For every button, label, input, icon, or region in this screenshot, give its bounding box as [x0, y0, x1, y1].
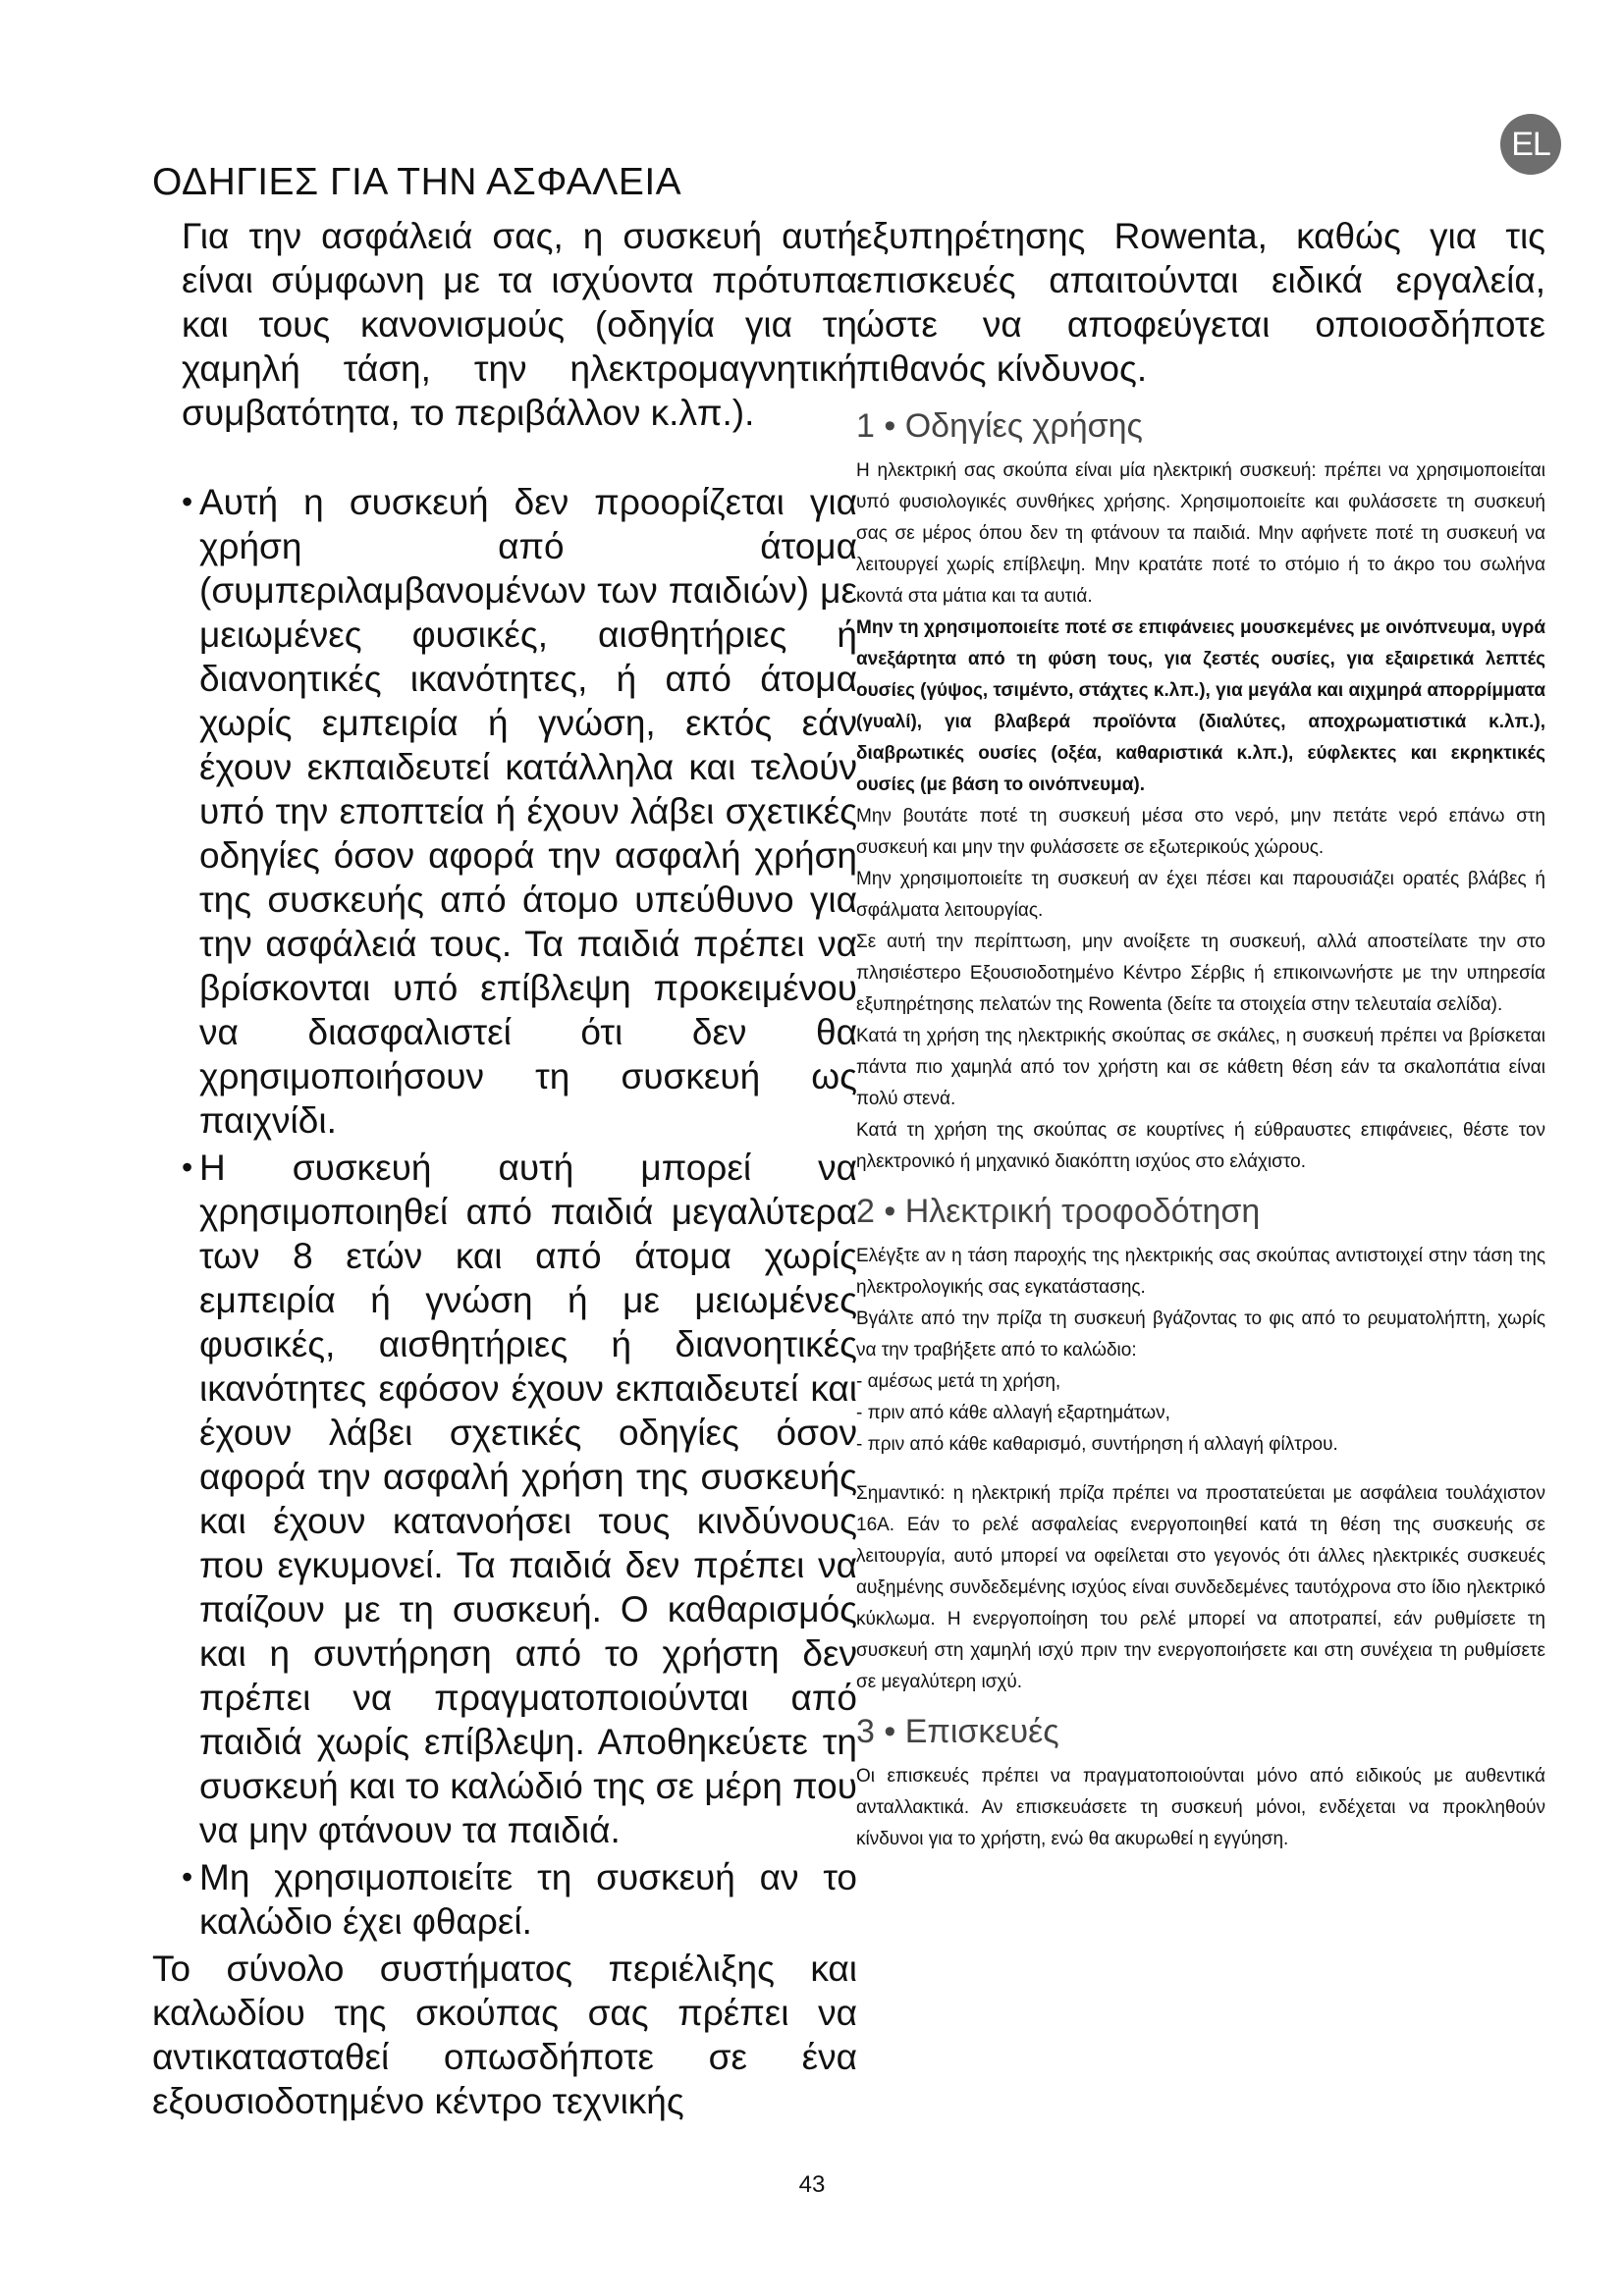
usage-paragraph: Μην βουτάτε ποτέ τη συσκευή μέσα στο νερό, μην πετάτε νερό επάνω στη συσκευή και μην την φυλάσσετε σε εξωτερικούς χώρους.: [856, 806, 1545, 858]
page-number: 43: [798, 2171, 826, 2198]
usage-paragraph: Η ηλεκτρική σας σκούπα είναι μία ηλεκτρική συσκευή: πρέπει να χρησιμοποιείται υπό φυσιολογικές συνθήκες χρήσης. Χρησιμοποιείτε και φυλάσσετε τη συσκευή σας σε μέρος όπου δεν τη φτάνουν τα παιδιά. Μην αφήνετε ποτέ τη συσκευή να λειτουργεί χωρίς επίβλεψη. Μην κρατάτε ποτέ το στόμιο ή το άκρο του σωλήνα κοντά στα μάτια και τα αυτιά.: [856, 460, 1545, 607]
power-list-item: - πριν από κάθε αλλαγή εξαρτημάτων,: [856, 1403, 1170, 1423]
usage-paragraph: Μην χρησιμοποιείτε τη συσκευή αν έχει πέσει και παρουσιάζει ορατές βλάβες ή σφάλματα λειτουργίας.: [856, 869, 1545, 921]
language-badge: EL: [1500, 114, 1561, 175]
section-heading-repairs: 3 • Επισκευές: [856, 1713, 1059, 1750]
closing-paragraph: Το σύνολο συστήματος περιέλιξης και καλωδίου της σκούπας σας πρέπει να αντικατασταθεί οπωσδήποτε σε ένα εξουσιοδοτημένο κέντρο τεχνικής: [152, 1949, 857, 2121]
power-important-paragraph: Σημαντικό: η ηλεκτρική πρίζα πρέπει να προστατεύεται με ασφάλεια τουλάχιστον 16A. Εάν το ρελέ ασφαλείας ενεργοποιηθεί κατά τη θέση της συσκευής σε λειτουργία, αυτό μπορεί να οφείλεται στο γεγονός ότι άλλες ηλεκτρικές συσκευές αυξημένης συνδεδεμένης ισχύος είναι συνδεδεμένες ταυτόχρονα στο ίδιο ηλεκτρικό κύκλωμα. Η ενεργοποίηση του ρελέ μπορεί να αποτραπεί, εάν ρυθμίσετε τη συσκευή στη χαμηλή ισχύ πριν την ενεργοποιήσετε και στη συνέχεια τη ρυθμίσετε σε μεγαλύτερη ισχύ.: [856, 1483, 1545, 1692]
usage-paragraph: Κατά τη χρήση της ηλεκτρικής σκούπας σε σκάλες, η συσκευή πρέπει να βρίσκεται πάντα πιο χαμηλά από τον χρήστη και σε κάθετη θέση εάν τα σκαλοπάτια είναι πολύ στενά.: [856, 1026, 1545, 1109]
list-item: • Αυτή η συσκευή δεν προορίζεται για χρήση από άτομα (συμπεριλαμβανομένων των παιδιών) με μειωμένες φυσικές, αισθητήριες ή διανοητικές ικανότητες, ή από άτομα χωρίς εμπειρία ή γνώση, εκτός εάν έχουν εκπαιδευτεί κατάλληλα και τελούν υπό την εποπτεία ή έχουν λάβει σχετικές οδηγίες όσον αφορά την ασφαλή χρήση της συσκευής από άτομο υπεύθυνο για την ασφάλειά τους. Τα παιδιά πρέπει να βρίσκονται υπό επίβλεψη προκειμένου να διασφαλιστεί ότι δεν θα χρησιμοποιήσουν τη συσκευή ως παιχνίδι.: [182, 480, 857, 1143]
list-item: • Η συσκευή αυτή μπορεί να χρησιμοποιηθεί από παιδιά μεγαλύτερα των 8 ετών και από άτομα χωρίς εμπειρία ή γνώση ή με μειωμένες φυσικές, αισθητήριες ή διανοητικές ικανότητες εφόσον έχουν εκπαιδευτεί και έχουν λάβει σχετικές οδηγίες όσον αφορά την ασφαλή χρήση της συσκευής και έχουν κατανοήσει τους κινδύνους που εγκυμονεί. Τα παιδιά δεν πρέπει να παίζουν με τη συσκευή. Ο καθαρισμός και η συντήρηση από το χρήστη δεν πρέπει να πραγματοποιούνται από παιδιά χωρίς επίβλεψη. Αποθηκεύετε τη συσκευή και το καλώδιό της σε μέρη που να μην φτάνουν τα παιδιά.: [182, 1146, 857, 1852]
safety-bullets: [182, 480, 857, 1944]
usage-paragraph: Σε αυτή την περίπτωση, μην ανοίξετε τη συσκευή, αλλά αποστείλατε την στο πλησιέστερο Εξουσιοδοτημένο Κέντρο Σέρβις ή επικοινωνήστε με την υπηρεσία εξυπηρέτησης πελατών της Rowenta (δείτε τα στοιχεία στην τελευταία σελίδα).: [856, 932, 1545, 1015]
left-column: [152, 214, 857, 2123]
power-paragraph: Ελέγξτε αν η τάση παροχής της ηλεκτρικής σας σκούπας αντιστοιχεί στην τάση της ηλεκτρολογικής σας εγκατάστασης.: [856, 1246, 1545, 1298]
repairs-paragraph: Οι επισκευές πρέπει να πραγματοποιούνται μόνο από ειδικούς με αυθεντικά ανταλλακτικά. Αν επισκευάσετε τη συσκευή μόνοι, ενδέχεται να προκληθούν κίνδυνοι για το χρήστη, ενώ θα ακυρωθεί η εγγύηση.: [856, 1766, 1545, 1849]
section-heading-power: 2 • Ηλεκτρική τροφοδότηση: [856, 1193, 1261, 1230]
right-column: [856, 214, 1545, 1855]
usage-warning-bold: Μην τη χρησιμοποιείτε ποτέ σε επιφάνειες μουσκεμένες με οινόπνευμα, υγρά ανεξάρτητα από τη φύση τους, για ζεστές ουσίες, για εξαιρετικά λεπτές ουσίες (γύψος, τσιμέντο, στάχτες κ.λπ.), για μεγάλα και αιχμηρά απορρίμματα (γυαλί), για βλαβερά προϊόντα (διαλύτες, αποχρωματιστικά κ.λπ.), διαβρωτικές ουσίες (οξέα, καθαριστικά κ.λπ.), εύφλεκτες και εκρηκτικές ουσίες (με βάση το οινόπνευμα).: [856, 617, 1545, 795]
spacer: [856, 1461, 1545, 1478]
usage-paragraph: Κατά τη χρήση της σκούπας σε κουρτίνες ή εύθραυστες επιφάνειες, θέστε τον ηλεκτρονικό ή μηχανικό διακόπτη ισχύος στο ελάχιστο.: [856, 1120, 1545, 1172]
intro-paragraph: Για την ασφάλειά σας, η συσκευή αυτή είναι σύμφωνη με τα ισχύοντα πρότυπα και τους κανονισμούς (οδηγία για τη χαμηλή τάση, την ηλεκτρομαγνητική συμβατότητα, το περιβάλλον κ.λπ.).: [182, 216, 857, 433]
continuation-paragraph: εξυπηρέτησης Rowenta, καθώς για τις επισκευές απαιτούνται ειδικά εργαλεία, ώστε να αποφεύγεται οποιοσδήποτε πιθανός κίνδυνος.: [856, 216, 1545, 389]
power-list-item: - πριν από κάθε καθαρισμό, συντήρηση ή αλλαγή φίλτρου.: [856, 1434, 1338, 1455]
section-heading-usage: 1 • Οδηγίες χρήσης: [856, 407, 1143, 445]
list-item: • Μη χρησιμοποιείτε τη συσκευή αν το καλώδιο έχει φθαρεί.: [182, 1855, 857, 1944]
power-list-item: - αμέσως μετά τη χρήση,: [856, 1371, 1061, 1392]
power-paragraph: Βγάλτε από την πρίζα τη συσκευή βγάζοντας το φις από το ρευματολήπτη, χωρίς να την τραβήξετε από το καλώδιο:: [856, 1308, 1545, 1361]
page-title: ΟΔΗΓΙΕΣ ΓΙΑ ΤΗΝ ΑΣΦΑΛΕΙΑ: [152, 161, 682, 203]
